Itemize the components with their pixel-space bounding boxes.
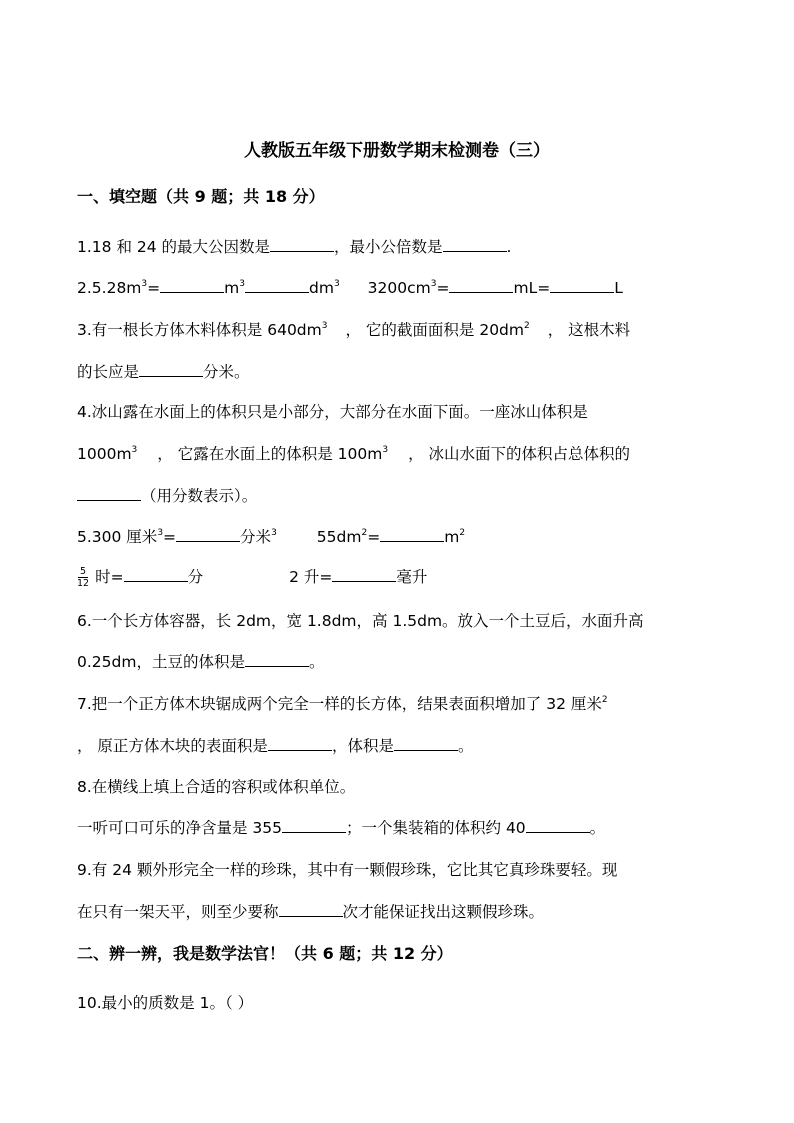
q5-text-d: 55dm (316, 528, 362, 546)
answer-blank[interactable] (279, 902, 343, 917)
q7-text-c: ，体积是 (331, 737, 394, 755)
q5-text-e: = (367, 528, 381, 546)
q2-text-g: mL= (513, 279, 551, 297)
question-8-line-1: 8.在横线上填上合适的容积或体积单位。 (77, 778, 356, 796)
answer-blank[interactable] (176, 527, 240, 542)
answer-blank[interactable] (77, 486, 141, 501)
answer-blank[interactable] (160, 278, 224, 293)
q4-text-c: ， 冰山水面下的体积占总体积的 (408, 445, 630, 463)
q1-text-b: ，最小公倍数是 (334, 238, 443, 256)
q5-sup: 2 (361, 528, 368, 538)
question-8-line-2 (77, 818, 605, 838)
question-2 (77, 278, 623, 298)
q6-text-b: 。 (308, 653, 325, 671)
section-heading-true-false: 二、辨一辨，我是数学法官！（共 6 题；共 12 分） (77, 944, 453, 963)
answer-blank[interactable] (443, 237, 507, 252)
q3-text-b: ， 它的截面面积是 20dm (345, 321, 524, 339)
q2-text-e: 3200cm (367, 279, 431, 297)
answer-blank[interactable] (282, 818, 346, 833)
q5-text-a: 5.300 厘米 (77, 528, 158, 546)
answer-blank[interactable] (245, 652, 309, 667)
question-6-line-1: 6.一个长方体容器，长 2dm，宽 1.8dm，高 1.5dm。放入一个土豆后，水面升高 (77, 612, 644, 630)
question-10: 10.最小的质数是 1。（ ） (77, 994, 254, 1012)
q5-text-i: 2 升= (289, 568, 333, 586)
q7-text-d: 。 (457, 737, 474, 755)
q7-text-a: 7.把一个正方体木块锯成两个完全一样的长方体，结果表面积增加了 32 厘米 (77, 695, 602, 713)
question-9-line-2 (77, 902, 544, 922)
question-7-line-1 (77, 694, 608, 714)
q3-text-d: 的长应是 (77, 363, 140, 381)
q5-text-c: 分米 (240, 528, 272, 546)
section-heading-fill-blank: 一、填空题（共 9 题；共 18 分） (77, 187, 325, 206)
q2-text-h: L (614, 279, 623, 297)
q2-text-b: = (147, 279, 161, 297)
question-3-line-1 (77, 320, 630, 340)
q3-sup: 2 (524, 321, 530, 331)
q6-text-a: 0.25dm，土豆的体积是 (77, 653, 245, 671)
q5-text-g: 时= (95, 568, 124, 586)
answer-blank[interactable] (139, 362, 203, 377)
q4-text-d: （用分数表示）。 (141, 487, 258, 505)
q5-text-j: 毫升 (396, 568, 428, 586)
q5-sup: 3 (157, 528, 164, 538)
q3-text-c: ， 这根木料 (547, 321, 631, 339)
answer-blank[interactable] (245, 278, 309, 293)
question-6-line-2 (77, 652, 324, 672)
q8-text-c: 。 (589, 819, 606, 837)
q2-sup: 3 (239, 279, 245, 289)
q5-sup: 3 (271, 528, 277, 538)
q2-text-c: m (224, 279, 240, 297)
q4-sup: 3 (131, 445, 138, 455)
q5-text-f: m (444, 528, 460, 546)
answer-blank[interactable] (394, 736, 458, 751)
fraction-numerator: 5 (80, 566, 87, 577)
q3-text-e: 分米。 (203, 363, 250, 381)
fraction-denominator: 12 (77, 578, 90, 589)
question-5-line-2 (77, 566, 427, 589)
q2-text-d: dm (308, 279, 334, 297)
q9-text-a: 在只有一架天平，则至少要称 (77, 903, 279, 921)
q3-sup: 3 (321, 321, 328, 331)
answer-blank[interactable] (124, 567, 188, 582)
q8-text-a: 一听可口可乐的净含量是 355 (77, 819, 283, 837)
q2-sup: 3 (141, 279, 148, 289)
answer-blank[interactable] (380, 527, 444, 542)
q2-sup: 3 (430, 279, 437, 289)
q4-text-b: ， 它露在水面上的体积是 100m (157, 445, 383, 463)
question-4-line-1: 4.冰山露在水面上的体积只是小部分，大部分在水面下面。一座冰山体积是 (77, 403, 588, 421)
answer-blank[interactable] (526, 818, 590, 833)
question-1 (77, 237, 511, 257)
q2-text-f: = (436, 279, 450, 297)
q5-sup: 2 (459, 528, 466, 538)
q3-text-a: 3.有一根长方体木料体积是 640dm (77, 321, 322, 339)
answer-blank[interactable] (270, 237, 334, 252)
q9-text-b: 次才能保证找出这颗假珍珠。 (342, 903, 545, 921)
question-7-line-2 (77, 736, 473, 756)
q5-text-h: 分 (187, 568, 204, 586)
q1-text-a: 1.18 和 24 的最大公因数是 (77, 238, 271, 256)
answer-blank[interactable] (449, 278, 513, 293)
fraction-five-twelfths (77, 566, 89, 589)
answer-blank[interactable] (332, 567, 396, 582)
answer-blank[interactable] (268, 736, 332, 751)
q5-text-b: = (163, 528, 177, 546)
question-4-line-3 (77, 486, 257, 506)
q4-text-a: 1000m (77, 445, 132, 463)
q2-sup: 3 (333, 279, 340, 289)
q7-sup: 2 (601, 695, 608, 705)
question-4-line-2 (77, 444, 630, 464)
q8-text-b: ；一个集装箱的体积约 40 (346, 819, 526, 837)
answer-blank[interactable] (550, 278, 614, 293)
question-5-line-1 (77, 527, 465, 547)
q4-sup: 3 (382, 445, 389, 455)
question-3-line-2 (77, 362, 250, 382)
question-9-line-1: 9.有 24 颗外形完全一样的珍珠，其中有一颗假珍珠，它比其它真珍珠要轻。现 (77, 861, 618, 879)
q1-text-c: . (506, 238, 512, 256)
page-title: 人教版五年级下册数学期末检测卷（三） (244, 141, 550, 161)
q2-text-a: 2.5.28m (77, 279, 142, 297)
q7-text-b: ， 原正方体木块的表面积是 (77, 737, 268, 755)
